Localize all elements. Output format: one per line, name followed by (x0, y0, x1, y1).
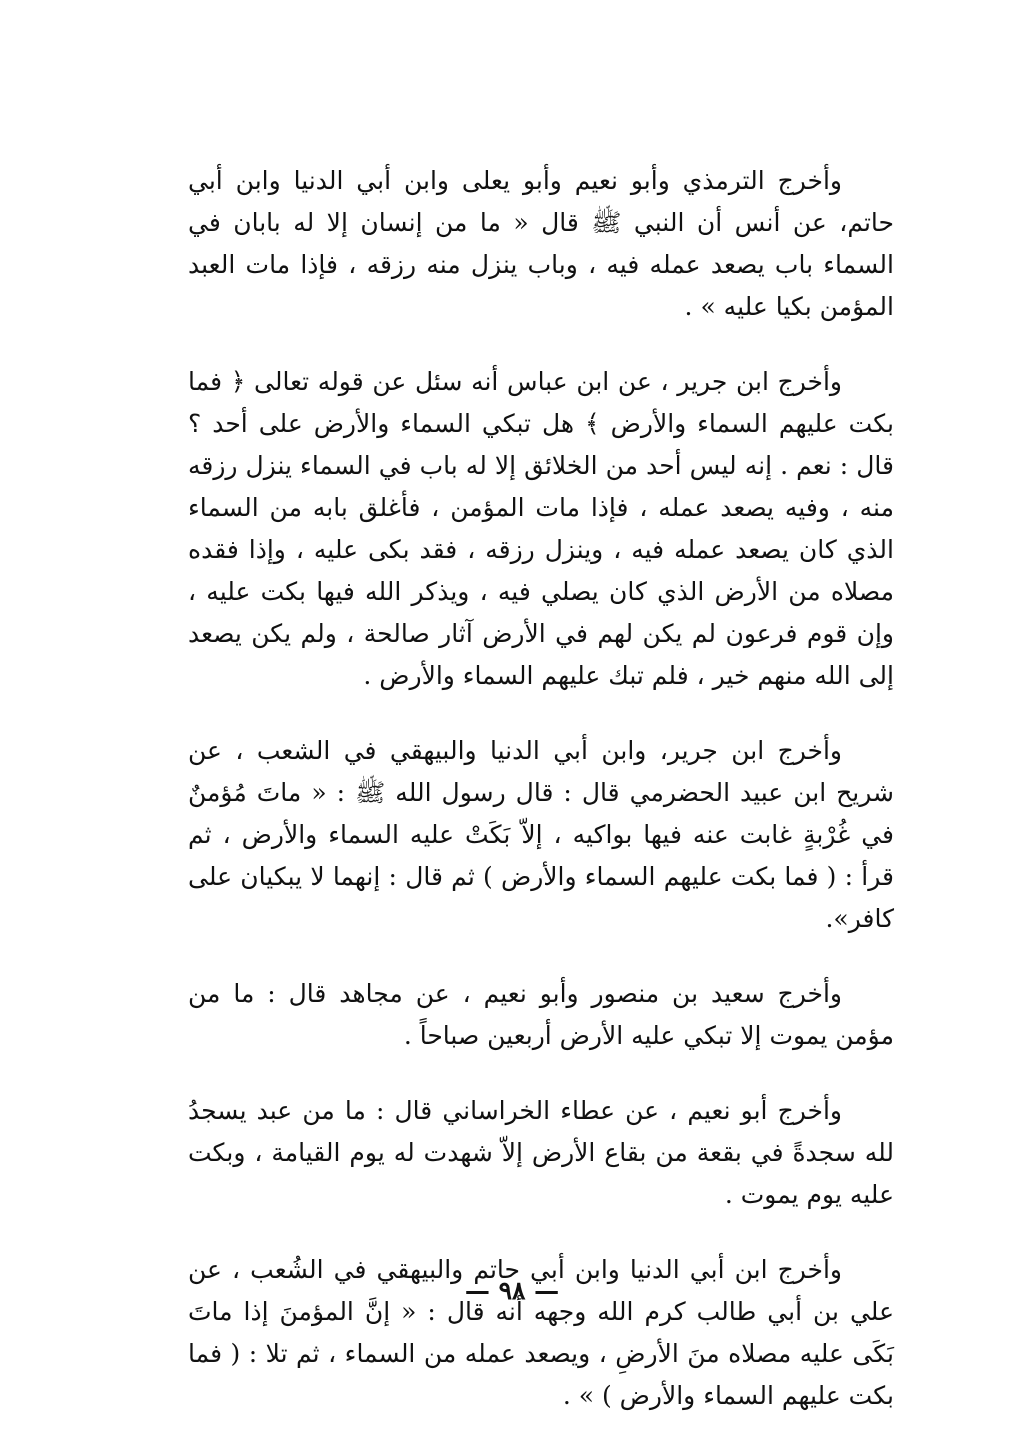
paragraph-2: وأخرج ابن جرير ، عن ابن عباس أنه سئل عن قوله تعالى ﴿ فما بكت عليهم السماء والأرض ﴾ هل تبكي السماء والأرض على أحد ؟ قال : نعم . إنه ليس أحد من الخلائق إلا له باب في السماء ينزل رزقه منه ، وفيه يصعد عمله ، فإذا مات المؤمن ، فأغلق بابه من السماء الذي كان يصعد عمله فيه ، وينزل رزقه ، فقد بكى عليه ، وإذا فقده مصلاه من الأرض الذي كان يصلي فيه ، ويذكر الله فيها بكت عليه ، وإن قوم فرعون لم يكن لهم في الأرض آثار صالحة ، ولم يكن يصعد إلى الله منهم خير ، فلم تبك عليهم السماء والأرض . (188, 367, 894, 690)
paragraph-5: وأخرج أبو نعيم ، عن عطاء الخراساني قال : ما من عبد يسجدُ لله سجدةً في بقعة من بقاع الأرض إلاّ شهدت له يوم القيامة ، وبكت عليه يوم يموت . (188, 1096, 894, 1209)
paragraph-4: وأخرج سعيد بن منصور وأبو نعيم ، عن مجاهد قال : ما من مؤمن يموت إلا تبكي عليه الأرض أربعين صباحاً . (188, 979, 894, 1050)
paragraph-6: وأخرج ابن أبي الدنيا وابن أبي حاتم والبيهقي في الشُعب ، عن علي بن أبي طالب كرم الله وجهه أنه قال : « إنَّ المؤمنَ إذا ماتَ بَكَى عليه مصلاه منَ الأرضِ ، ويصعد عمله من السماء ، ثم تلا : ( فما بكت عليهم السماء والأرض ) » . (188, 1255, 894, 1410)
paragraph-1: وأخرج الترمذي وأبو نعيم وأبو يعلى وابن أبي الدنيا وابن أبي حاتم، عن أنس أن النبي ﷺ قال « ما من إنسان إلا له بابان في السماء باب يصعد عمله فيه ، وباب ينزل منه رزقه ، فإذا مات العبد المؤمن بكيا عليه » . (188, 166, 894, 321)
paragraph-3: وأخرج ابن جرير، وابن أبي الدنيا والبيهقي في الشعب ، عن شريح ابن عبيد الحضرمي قال : قال رسول الله ﷺ : « ماتَ مُؤمنٌ في غُرْبةٍ غابت عنه فيها بواكيه ، إلاّ بَكَتْ عليه السماء والأرض ، ثم قرأ : ( فما بكت عليهم السماء والأرض ) ثم قال : إنهما لا يبكيان على كافر». (188, 736, 894, 933)
page-number: — ٩٨ — (464, 1276, 560, 1305)
page-body-text (188, 160, 894, 1450)
